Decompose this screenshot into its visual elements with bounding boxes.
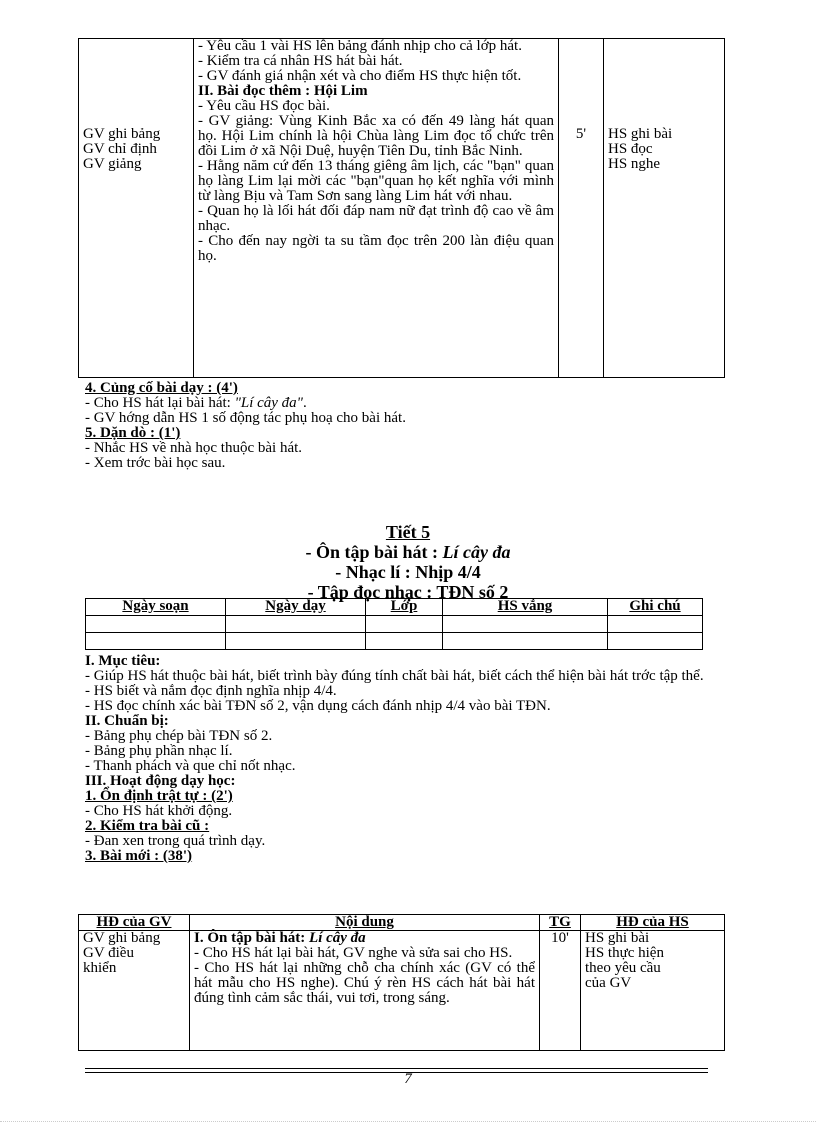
time-cell: 5' xyxy=(559,39,604,378)
consolidation-section: 4. Củng cố bài dạy : (4') - Cho HS hát lại bài hát: "Lí cây đa". - GV hớng dẫn HS 1 số động tác phụ hoạ cho bài hát. 5. Dặn dò : (1') - Nhắc HS về nhà học thuộc bài hát. - Xem trớc bài học sau. xyxy=(85,380,406,471)
content-cell: - Yêu cầu 1 vài HS lên bảng đánh nhịp cho cả lớp hát. - Kiểm tra cá nhân HS hát bài hát. - GV đánh giá nhận xét và cho điểm HS thực hiện tốt. II. Bài đọc thêm : Hội Lim - Yêu cầu HS đọc bài. - GV giảng: Vùng Kinh Bắc xa có đến 49 làng hát quan họ. Hội Lim chính là hội Chùa làng Lim đọc tổ chức trên đồi Lim ở xã Nội Duệ, huyện Tiên Du, tỉnh Bắc Ninh. - Hằng năm cứ đến 13 tháng giêng âm lịch, các "bạn" quan họ làng Lim lại mời các "bạn"quan họ kết nghĩa với mình từ làng Bịu và Tam Sơn sang làng Lim hát với nhau. - Quan họ là lối hát đối đáp nam nữ đạt trình độ cao về âm nhạc. - Cho đến nay ngời ta su tầm đọc trên 200 làn điệu quan họ. xyxy=(194,39,559,378)
section5-heading: 5. Dặn dò : (1') xyxy=(85,425,181,441)
activity-table: HĐ của GV Nội dung TG HĐ của HS GV ghi bảng GV điều khiển I. Ôn tập bài hát: Lí cây đa - Cho HS hát lại bài hát, GV nghe và sửa sai cho HS. - Cho HS hát lại những chỗ cha chính xác (GV có thể hát mẫu cho HS nghe). Chú ý rèn HS cách hát bài hát đúng tình cảm sắc thái, vui tơi, trong sáng. 10' HS ghi bài HS thực hiện theo yêu cầu của GV xyxy=(78,914,725,1051)
lesson-number: Tiết 5 xyxy=(385,522,431,542)
lesson-plan-body: I. Mục tiêu: - Giúp HS hát thuộc bài hát, biết trình bày đúng tính chất bài hát, biết cách thể hiện bài hát trớc tập thể. - HS biết và nắm đọc định nghĩa nhịp 4/4. - HS đọc chính xác bài TĐN số 2, vận dụng cách đánh nhịp 4/4 vào bài TĐN. II. Chuẩn bị: - Bảng phụ chép bài TĐN số 2. - Bảng phụ phần nhạc lí. - Thanh phách và que chỉ nốt nhạc. III. Hoạt động dạy học: 1. Ổn định trật tự : (2') - Cho HS hát khởi động. 2. Kiểm tra bài cũ : - Đan xen trong quá trình dạy. 3. Bài mới : (38') xyxy=(85,654,725,864)
page-number: 7 xyxy=(404,1071,412,1087)
section4-heading: 4. Củng cố bài dạy : (4') xyxy=(85,380,238,396)
lesson-title-block: Tiết 5 - Ôn tập bài hát : Lí cây đa - Nhạc lí : Nhịp 4/4 - Tập đọc nhạc : TĐN số 2 xyxy=(0,522,816,602)
student-activity-cell: HS ghi bài HS đọc HS nghe xyxy=(604,39,725,378)
content-cell: I. Ôn tập bài hát: Lí cây đa - Cho HS hát lại bài hát, GV nghe và sửa sai cho HS. - Cho HS hát lại những chỗ cha chính xác (GV có thể hát mẫu cho HS nghe). Chú ý rèn HS cách hát bài hát đúng tình cảm sắc thái, vui tơi, trong sáng. xyxy=(190,931,540,1051)
section-title: II. Bài đọc thêm : Hội Lim xyxy=(198,83,368,99)
page-edge xyxy=(0,1121,816,1122)
objectives-heading: I. Mục tiêu: xyxy=(85,653,161,669)
time-cell: 10' xyxy=(540,931,581,1051)
student-activity-cell: HS ghi bài HS thực hiện theo yêu cầu của GV xyxy=(581,931,725,1051)
teacher-activity-cell: GV ghi bảng GV chỉ định GV giảng xyxy=(79,39,194,378)
footer-rule-top xyxy=(85,1068,708,1069)
activity-table-continued xyxy=(78,38,725,378)
song-name: "Lí cây đa" xyxy=(234,395,303,411)
prep-heading: II. Chuẩn bị: xyxy=(85,713,169,729)
activities-heading: III. Hoạt động dạy học: xyxy=(85,773,236,789)
teacher-activity-cell: GV ghi bảng GV điều khiển xyxy=(79,931,190,1051)
schedule-table: Ngày soạn Ngày dạy Lớp HS vắng Ghi chú xyxy=(85,598,703,650)
